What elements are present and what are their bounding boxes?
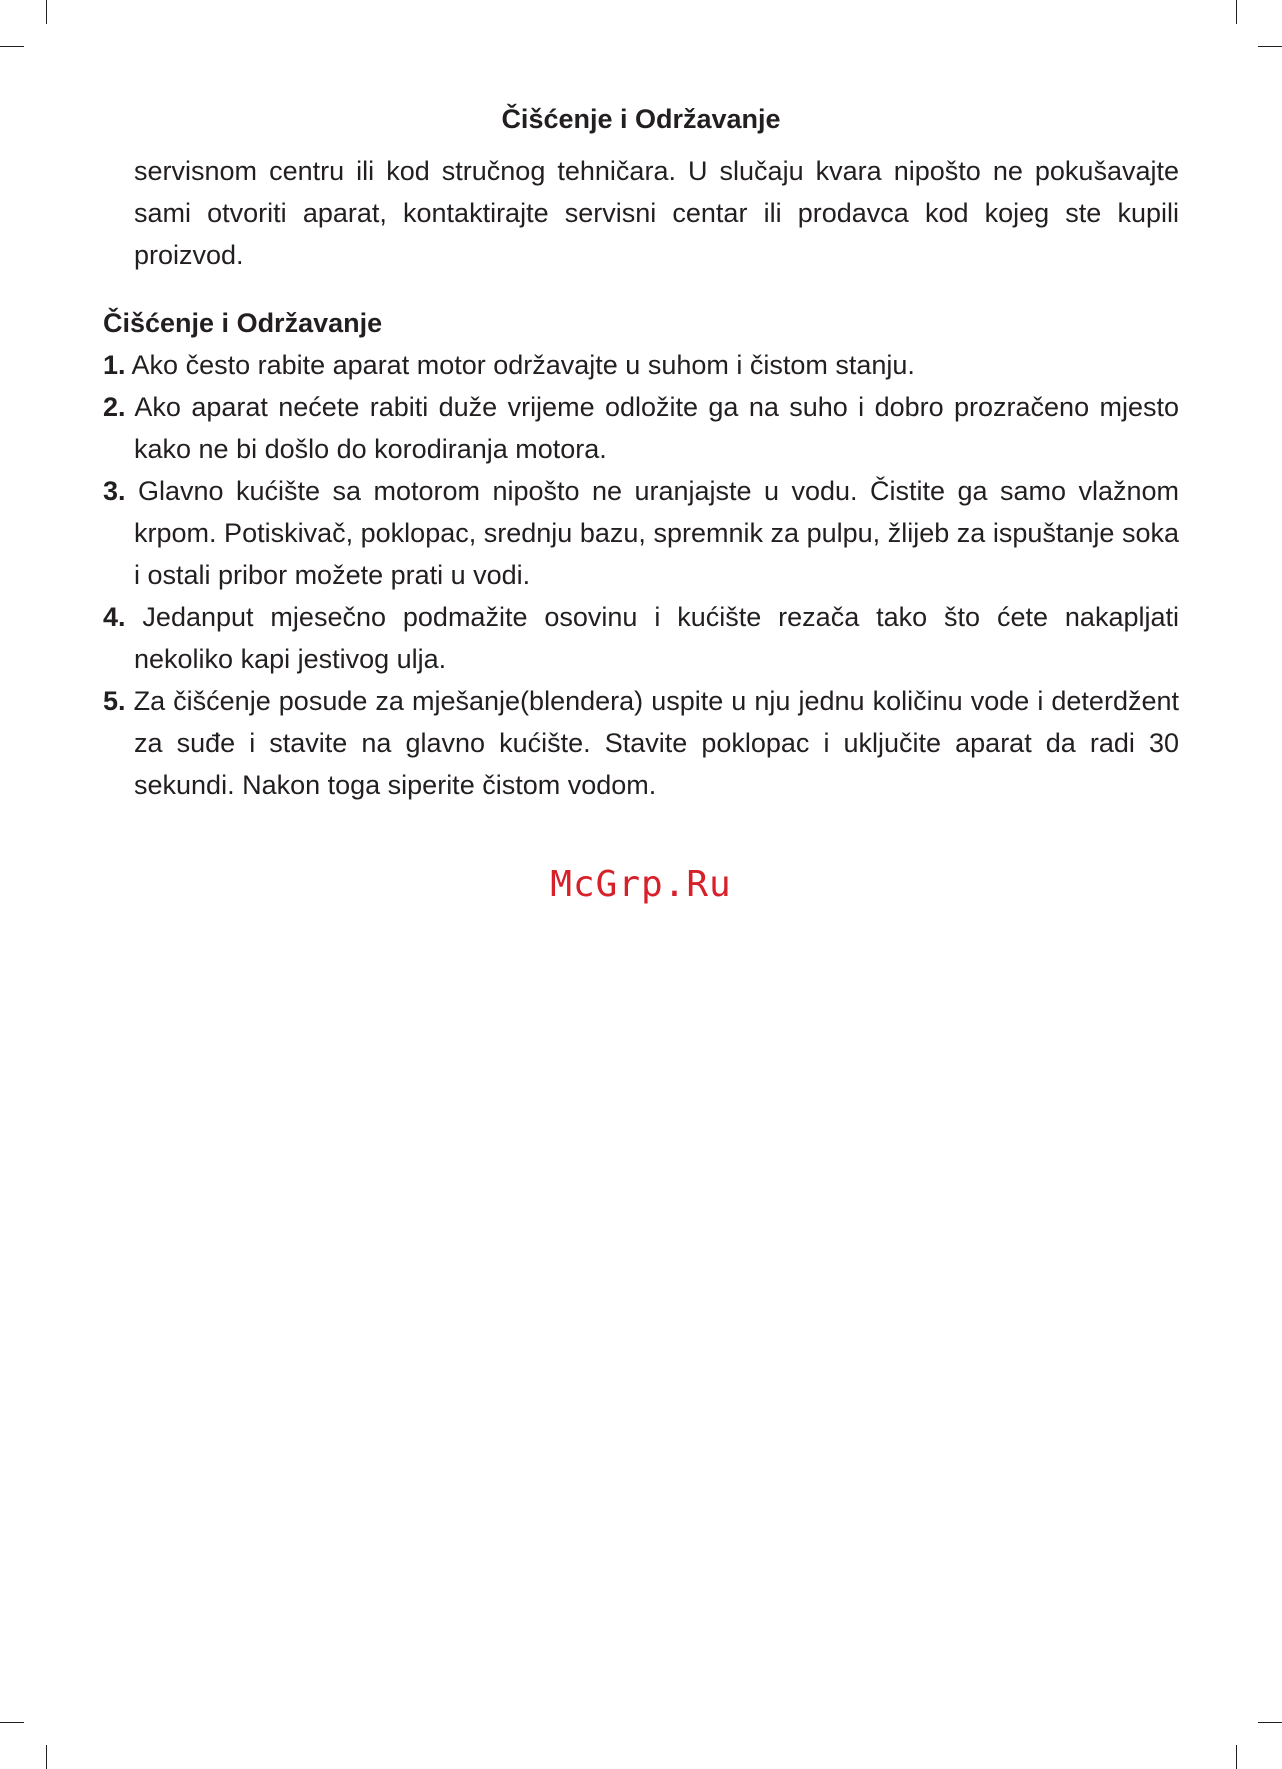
page-content	[103, 150, 1179, 806]
step-text: Jedanput mjesečno podmažite osovinu i kućište rezača tako što ćete nakapljati nekoliko kapi jestivog ulja.	[125, 602, 1179, 674]
crop-mark-bottom-right-horizontal	[1258, 1722, 1282, 1723]
list-item	[103, 386, 1179, 470]
crop-mark-top-right-vertical	[1236, 0, 1237, 24]
step-number: 4.	[103, 602, 126, 632]
step-number: 5.	[103, 686, 126, 716]
crop-mark-bottom-right-vertical	[1236, 1745, 1237, 1769]
step-number: 1.	[103, 350, 126, 380]
step-text: Ako često rabite aparat motor održavajte u suhom i čistom stanju.	[125, 350, 915, 380]
crop-mark-top-left-horizontal	[0, 46, 24, 47]
list-item	[103, 680, 1179, 806]
list-item	[103, 470, 1179, 596]
step-text: Glavno kućište sa motorom nipošto ne uranjajste u vodu. Čistite ga samo vlažnom krpom. Potiskivač, poklopac, srednju bazu, spremnik za pulpu, žlijeb za ispuštanje soka i ostali pribor možete prati u vodi.	[125, 476, 1179, 590]
maintenance-steps-list	[103, 344, 1179, 806]
intro-paragraph: servisnom centru ili kod stručnog tehničara. U slučaju kvara nipošto ne pokušavajte sami otvoriti aparat, kontaktirajte servisni centar ili prodavca kod kojeg ste kupili proizvod.	[134, 156, 1179, 270]
step-number: 3.	[103, 476, 126, 506]
watermark: McGrp.Ru	[550, 864, 732, 905]
list-item	[103, 596, 1179, 680]
crop-mark-bottom-left-vertical	[46, 1745, 47, 1769]
page-header: Čišćenje i Održavanje	[501, 104, 781, 134]
step-text: Ako aparat nećete rabiti duže vrijeme odložite ga na suho i dobro prozračeno mjesto kako ne bi došlo do korodiranja motora.	[125, 392, 1179, 464]
crop-mark-bottom-left-horizontal	[0, 1722, 24, 1723]
crop-mark-top-right-horizontal	[1258, 46, 1282, 47]
step-number: 2.	[103, 392, 126, 422]
section-heading: Čišćenje i Održavanje	[103, 308, 383, 338]
step-text: Za čišćenje posude za mješanje(blendera) uspite u nju jednu količinu vode i deterdžent za suđe i stavite na glavno kućište. Stavite poklopac i uključite aparat da radi 30 sekundi. Nakon toga siperite čistom vodom.	[125, 686, 1179, 800]
list-item	[103, 344, 1179, 386]
crop-mark-top-left-vertical	[46, 0, 47, 24]
